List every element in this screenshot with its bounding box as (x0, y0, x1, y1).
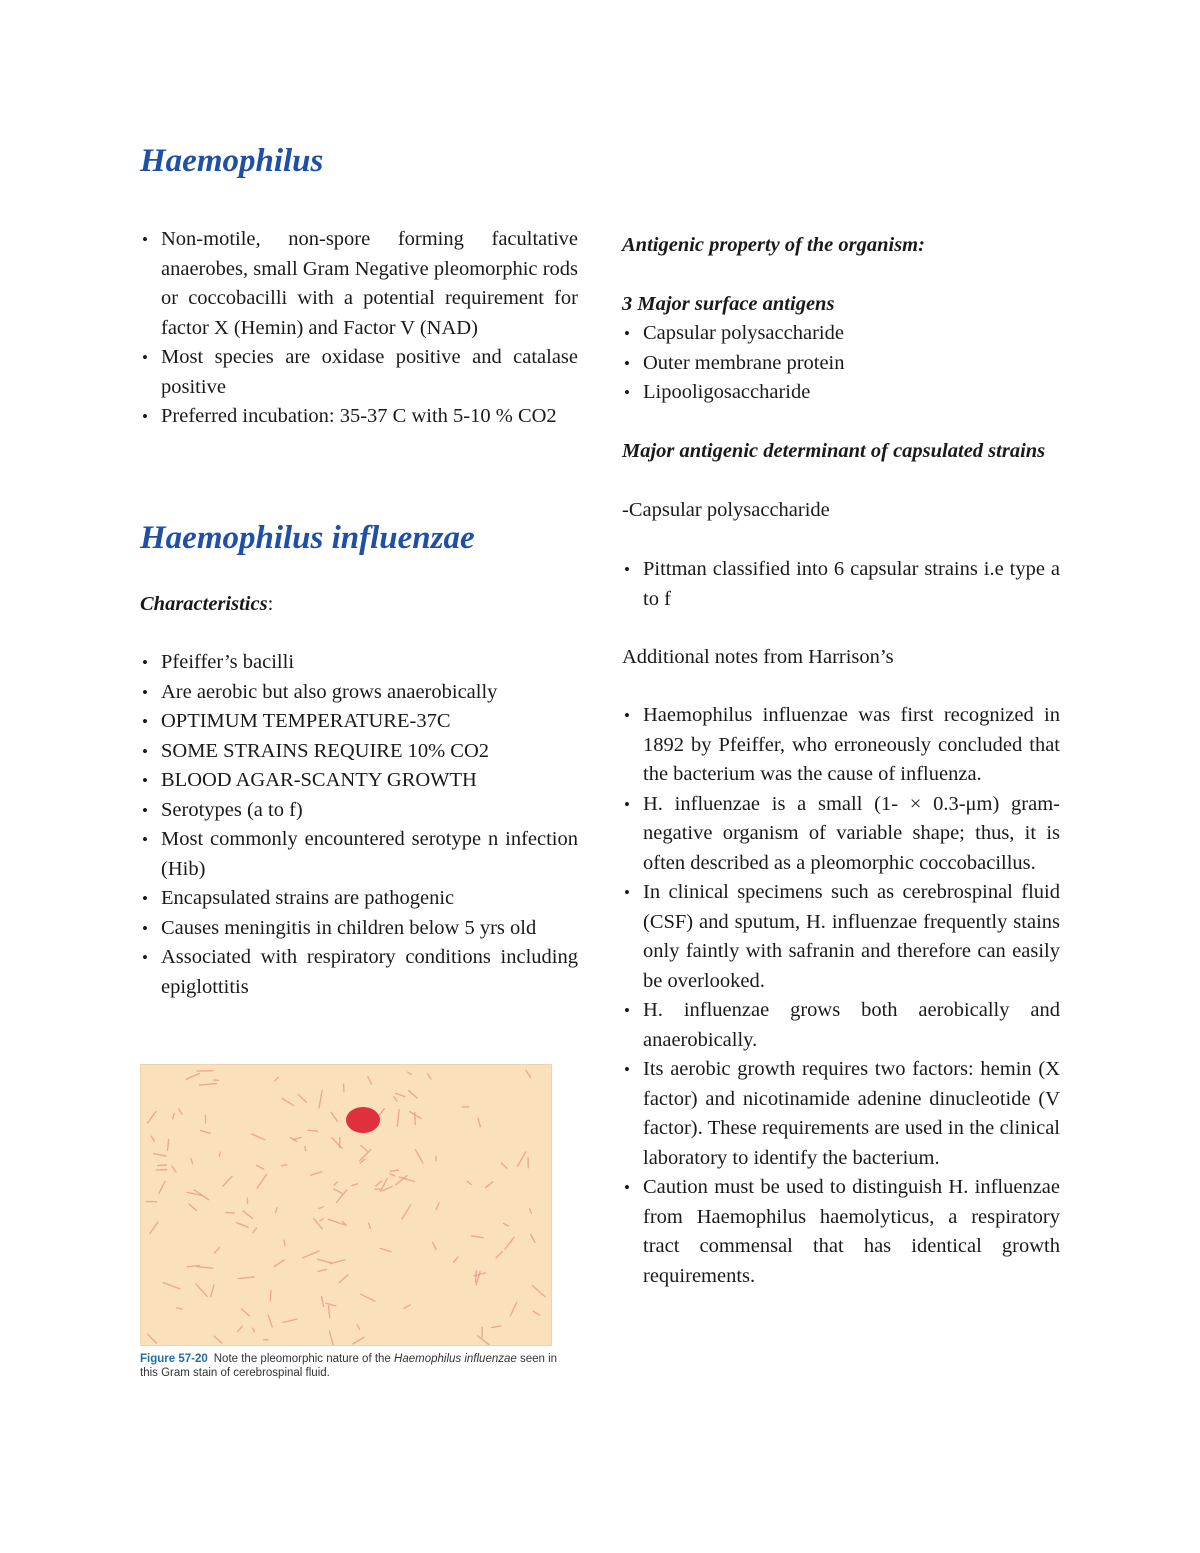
bacillus-mark (199, 1084, 216, 1086)
bacillus-mark (428, 1074, 431, 1079)
gram-stain-image (141, 1065, 551, 1345)
list-item: • Encapsulated strains are pathogenic (140, 884, 578, 914)
bacillus-mark (270, 1291, 271, 1301)
bacillus-mark (241, 1309, 249, 1316)
bacillus-mark (163, 1283, 180, 1289)
bacillus-mark (214, 1336, 222, 1343)
bacillus-mark (154, 1154, 166, 1156)
bacillus-mark (238, 1277, 254, 1279)
list-item: • Most species are oxidase positive and catalase positive (140, 343, 578, 402)
bacillus-mark (357, 1325, 359, 1330)
bacillus-mark (172, 1166, 176, 1172)
bacillus-mark (533, 1311, 539, 1315)
bacillus-mark (274, 1260, 284, 1266)
bacillus-mark (511, 1302, 517, 1315)
bacillus-mark (257, 1174, 266, 1188)
list-item: • Outer membrane protein (622, 349, 1060, 379)
bacillus-mark (402, 1205, 411, 1219)
list-item: • Serotypes (a to f) (140, 796, 578, 826)
bacillus-mark (329, 1306, 330, 1318)
bacillus-mark (186, 1073, 199, 1079)
bacillus-mark (416, 1150, 423, 1163)
bacillus-mark (329, 1331, 333, 1345)
bacillus-mark (256, 1165, 263, 1169)
bacillus-mark (361, 1294, 375, 1301)
bacillus-mark (298, 1094, 306, 1102)
determinant-value: -Capsular polysaccharide (622, 499, 830, 521)
harrison-heading: Additional notes from Harrison’s (622, 646, 894, 668)
bacillus-mark (189, 1204, 197, 1210)
bacillus-mark (526, 1070, 531, 1077)
bacillus-mark (200, 1130, 210, 1133)
pittman-list (622, 555, 1060, 614)
bacillus-mark (237, 1326, 242, 1332)
bacillus-mark (197, 1267, 213, 1268)
list-item: • Non-motile, non-spore forming facultative anaerobes, small Gram Negative pleomorphic rods or coccobacilli with a potential requirement for factor X (Hemin) and Factor V (NAD) (140, 225, 578, 343)
intro-list (140, 225, 578, 432)
list-item: • SOME STRAINS REQUIRE 10% CO2 (140, 737, 578, 767)
bacillus-mark (253, 1328, 255, 1332)
bacillus-mark (368, 1077, 372, 1085)
bacillus-mark (408, 1072, 412, 1074)
list-item: • Preferred incubation: 35-37 C with 5-10 % CO2 (140, 402, 578, 432)
bacillus-mark (223, 1176, 232, 1186)
bacillus-mark (237, 1223, 249, 1228)
determinant-heading: Major antigenic determinant of capsulated strains (622, 440, 1046, 462)
bacillus-mark (361, 1145, 368, 1151)
bacillus-mark (331, 1112, 337, 1121)
bacillus-mark (226, 1212, 234, 1213)
bacillus-mark (150, 1222, 158, 1233)
bacillus-mark (383, 1187, 393, 1191)
bacillus-mark (477, 1336, 489, 1345)
bacillus-mark (147, 1334, 156, 1343)
bacillus-mark (293, 1137, 301, 1139)
list-item: • Its aerobic growth requires two factors: hemin (X factor) and nicotinamide adenine dinucleotide (V factor). These requirements are used in the clinical laboratory to identify the bacterium. (622, 1055, 1060, 1173)
harrison-notes-list (622, 701, 1060, 1291)
bacillus-mark (151, 1136, 154, 1141)
list-item: • Associated with respiratory conditions including epiglottitis (140, 943, 578, 1002)
figure-label: Figure 57-20 (140, 1353, 208, 1365)
bacillus-mark (496, 1251, 502, 1258)
bacillus-mark (397, 1110, 399, 1127)
bacillus-mark (467, 1181, 471, 1184)
bacillus-mark (501, 1163, 506, 1168)
characteristics-list (140, 648, 578, 1002)
bacillus-mark (158, 1165, 167, 1166)
list-item: • H. influenzae grows both aerobically and anaerobically. (622, 996, 1060, 1055)
bacillus-mark (396, 1093, 405, 1096)
page-title: Haemophilus (140, 143, 324, 179)
bacillus-mark (331, 1260, 345, 1264)
list-item: • Most commonly encountered serotype n infection (Hib) (140, 825, 578, 884)
gram-stain-figure (140, 1064, 552, 1346)
bacillus-mark (318, 1269, 327, 1271)
list-item: • Capsular polysaccharide (622, 319, 1060, 349)
bacillus-mark (253, 1228, 257, 1233)
list-item: • Are aerobic but also grows anaerobically (140, 678, 578, 708)
bacillus-mark (215, 1248, 220, 1253)
bacillus-mark (303, 1251, 319, 1258)
bacillus-mark (334, 1182, 337, 1185)
bacillus-mark (311, 1172, 322, 1175)
bacillus-mark (196, 1284, 207, 1296)
bacillus-mark (148, 1112, 156, 1123)
list-item: • Lipooligosaccharide (622, 378, 1060, 408)
bacillus-mark (454, 1257, 458, 1262)
characteristics-heading: Characteristics: (140, 593, 274, 615)
bacillus-mark (492, 1326, 501, 1328)
bacillus-mark (505, 1237, 514, 1249)
bacillus-mark (168, 1139, 169, 1150)
bacillus-mark (369, 1223, 371, 1228)
section-title-influenzae: Haemophilus influenzae (140, 520, 475, 556)
bacillus-mark (433, 1243, 436, 1250)
bacillus-mark (322, 1296, 324, 1306)
bacillus-mark (518, 1152, 526, 1166)
bacillus-mark (284, 1240, 285, 1245)
bacillus-mark (252, 1134, 265, 1140)
bacillus-mark (404, 1305, 410, 1309)
bacillus-mark (305, 1147, 306, 1151)
bacillus-mark (394, 1097, 397, 1101)
bacillus-mark (326, 1303, 336, 1306)
list-item: • Pfeiffer’s bacilli (140, 648, 578, 678)
list-item: • Caution must be used to distinguish H. influenzae from Haemophilus haemolyticus, a respiratory tract commensal that has identical growth requirements. (622, 1173, 1060, 1291)
bacillus-mark (353, 1337, 364, 1344)
bacillus-mark (282, 1098, 294, 1105)
bacillus-mark (504, 1223, 509, 1226)
bacillus-mark (381, 1248, 391, 1251)
bacillus-mark (219, 1152, 220, 1156)
bacillus-mark (339, 1275, 348, 1283)
antigenic-heading: Antigenic property of the organism: (622, 234, 925, 256)
list-item: • H. influenzae is a small (1- × 0.3-μm) gram-negative organism of variable shape; thus, it is often described as a pleomorphic coccobacillus. (622, 790, 1060, 879)
bacillus-mark (173, 1114, 174, 1119)
bacillus-mark (486, 1182, 493, 1188)
list-item: • In clinical specimens such as cerebrospinal fluid (CSF) and sputum, H. influenzae frequently stains only faintly with safranin and therefore can easily be overlooked. (622, 878, 1060, 996)
list-item: • Causes meningitis in children below 5 yrs old (140, 914, 578, 944)
bacillus-mark (352, 1184, 357, 1186)
figure-caption: Figure 57-20 Note the pleomorphic nature of the Haemophilus influenzae seen in this Gram stain of cerebrospinal fluid. (140, 1353, 558, 1379)
surface-antigens-list (622, 319, 1060, 408)
bacillus-mark (472, 1236, 483, 1238)
bacillus-mark (478, 1118, 480, 1127)
list-item: • Haemophilus influenzae was first recognized in 1892 by Pfeiffer, who erroneously concluded that the bacterium was the cause of influenza. (622, 701, 1060, 790)
list-item: • BLOOD AGAR-SCANTY GROWTH (140, 766, 578, 796)
bacillus-mark (276, 1208, 278, 1213)
bacillus-mark (390, 1170, 398, 1171)
bacillus-mark (275, 1077, 278, 1081)
bacillus-mark (211, 1285, 214, 1297)
bacillus-mark (320, 1218, 323, 1221)
bacillus-mark (282, 1165, 287, 1166)
bacillus-mark (376, 1181, 382, 1186)
list-item: • Pittman classified into 6 capsular strains i.e type a to f (622, 555, 1060, 614)
stain-cluster (346, 1107, 380, 1133)
bacillus-mark (177, 1308, 182, 1309)
bacillus-mark (475, 1271, 476, 1282)
bacillus-mark (532, 1286, 545, 1297)
bacillus-mark (319, 1090, 322, 1107)
bacillus-mark (436, 1203, 439, 1210)
bacillus-mark (283, 1319, 297, 1322)
bacillus-mark (179, 1109, 182, 1114)
bacillus-mark (390, 1174, 395, 1176)
bacillus-mark (334, 1189, 342, 1193)
surface-antigens-heading: 3 Major surface antigens (622, 293, 835, 315)
bacillus-mark (409, 1091, 417, 1098)
bacillus-mark (308, 1130, 317, 1131)
bacillus-mark (318, 1259, 332, 1263)
bacillus-mark (243, 1211, 252, 1218)
bacillus-mark (531, 1234, 535, 1242)
bacillus-mark (268, 1315, 272, 1327)
bacillus-mark (159, 1181, 165, 1193)
list-item: • OPTIMUM TEMPERATURE-37C (140, 707, 578, 737)
bacillus-mark (191, 1159, 192, 1164)
bacillus-mark (530, 1209, 532, 1213)
bacillus-mark (328, 1219, 344, 1224)
bacillus-mark (319, 1207, 324, 1209)
bacillus-mark (332, 1138, 342, 1149)
